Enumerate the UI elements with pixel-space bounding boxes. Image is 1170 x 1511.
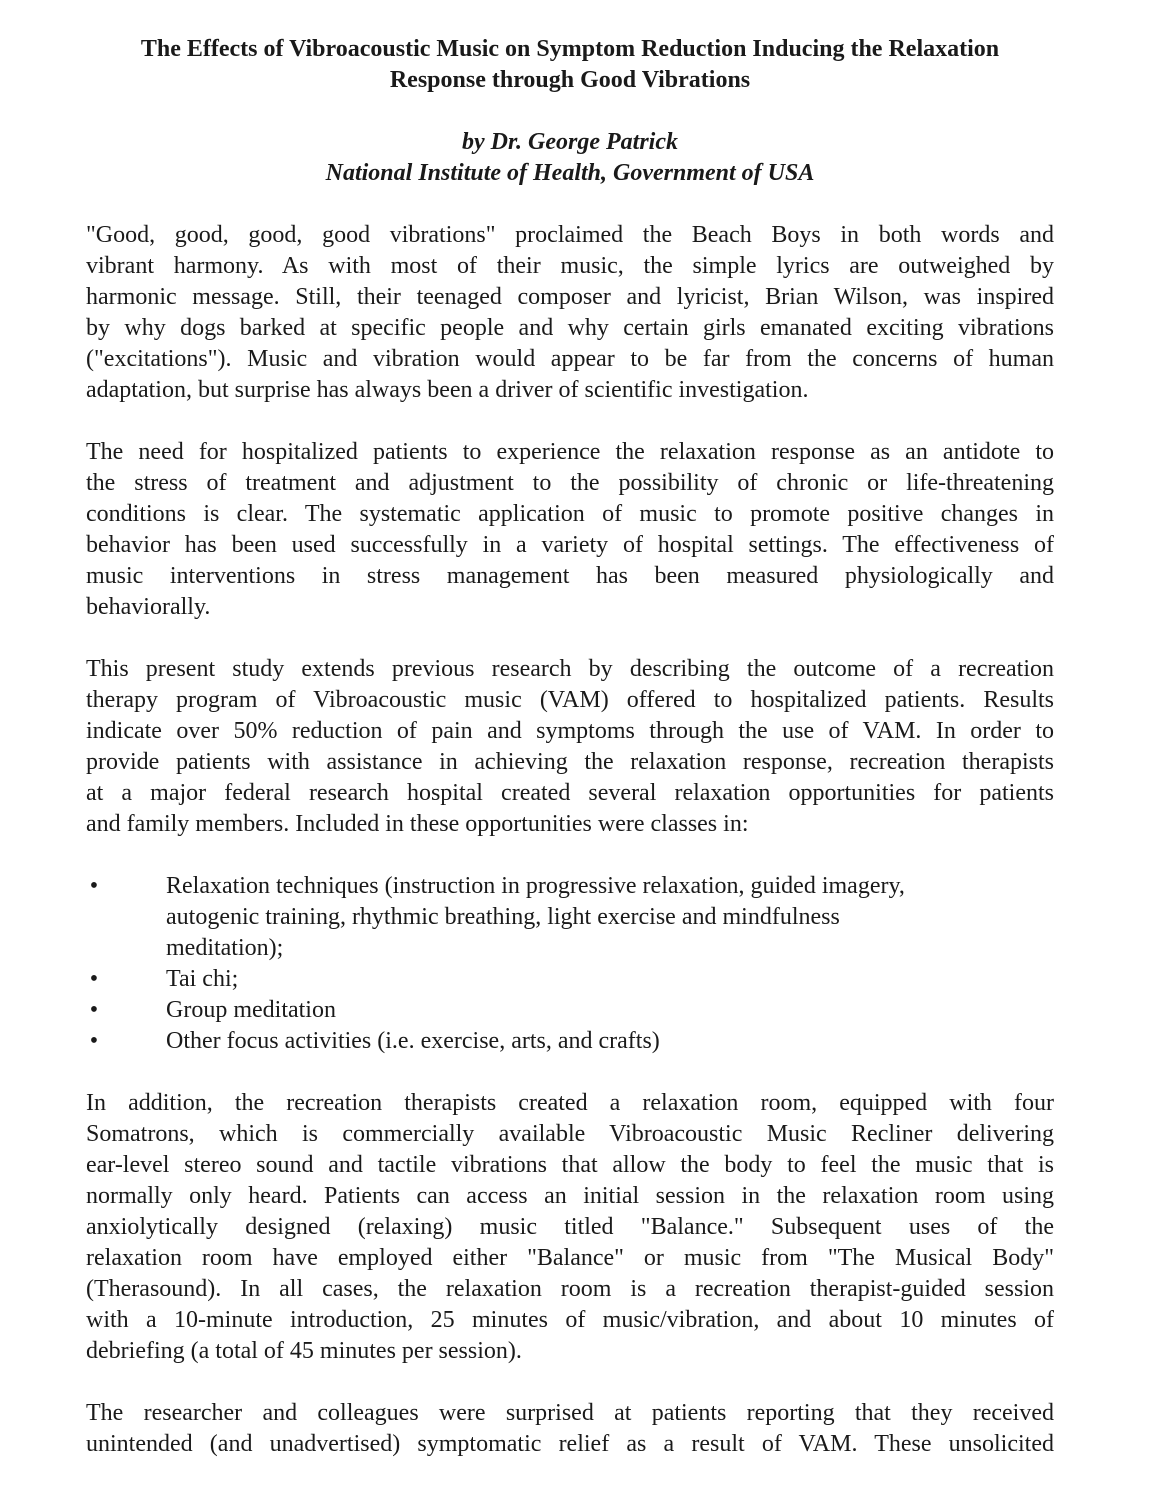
list-item xyxy=(86,1026,1054,1057)
text-line: ("excitations"). Music and vibration would appear to be far from the concerns of human xyxy=(86,346,1054,372)
list-item-line: Other focus activities (i.e. exercise, arts, and crafts) xyxy=(166,1028,660,1054)
byline xyxy=(86,127,1054,189)
text-line: at a major federal research hospital created several relaxation opportunities for patients xyxy=(86,780,1054,806)
bullet-icon: • xyxy=(89,966,99,992)
text-line: "Good, good, good, good vibrations" proclaimed the Beach Boys in both words and xyxy=(86,222,1054,248)
text-line: In addition, the recreation therapists created a relaxation room, equipped with four xyxy=(86,1090,1054,1116)
paper-title xyxy=(86,34,1054,96)
text-line: unintended (and unadvertised) symptomatic relief as a result of VAM. These unsolicited xyxy=(86,1431,1054,1457)
paragraph-need xyxy=(86,437,1054,623)
paragraph-findings xyxy=(86,1398,1054,1460)
text-line: indicate over 50% reduction of pain and symptoms through the use of VAM. In order to xyxy=(86,718,1054,744)
bullet-icon: • xyxy=(89,873,99,899)
text-line: anxiolytically designed (relaxing) music titled "Balance." Subsequent uses of the xyxy=(86,1214,1054,1240)
text-line: behaviorally. xyxy=(86,594,211,620)
text-line: ear-level stereo sound and tactile vibrations that allow the body to feel the music that is xyxy=(86,1152,1054,1178)
text-line: behavior has been used successfully in a variety of hospital settings. The effectiveness of xyxy=(86,532,1054,558)
text-line: provide patients with assistance in achieving the relaxation response, recreation therapists xyxy=(86,749,1054,775)
list-item-line: autogenic training, rhythmic breathing, light exercise and mindfulness xyxy=(166,904,840,930)
paragraph-relaxation-room xyxy=(86,1088,1054,1367)
list-item-line: Group meditation xyxy=(166,997,336,1023)
bullet-icon: • xyxy=(89,1028,99,1054)
text-line: harmonic message. Still, their teenaged composer and lyricist, Brian Wilson, was inspired xyxy=(86,284,1054,310)
list-item xyxy=(86,871,1054,964)
list-item-line: meditation); xyxy=(166,935,284,961)
affiliation: National Institute of Health, Government of USA xyxy=(325,160,815,186)
document-page xyxy=(86,34,1054,1460)
text-line: by why dogs barked at specific people and why certain girls emanated exciting vibrations xyxy=(86,315,1054,341)
text-line: Somatrons, which is commercially available Vibroacoustic Music Recliner delivering xyxy=(86,1121,1054,1147)
text-line: therapy program of Vibroacoustic music (VAM) offered to hospitalized patients. Results xyxy=(86,687,1054,713)
text-line: adaptation, but surprise has always been a driver of scientific investigation. xyxy=(86,377,809,403)
text-line: vibrant harmony. As with most of their music, the simple lyrics are outweighed by xyxy=(86,253,1054,279)
text-line: the stress of treatment and adjustment to the possibility of chronic or life-threatening xyxy=(86,470,1054,496)
text-line: normally only heard. Patients can access an initial session in the relaxation room using xyxy=(86,1183,1054,1209)
text-line: conditions is clear. The systematic application of music to promote positive changes in xyxy=(86,501,1054,527)
list-item xyxy=(86,964,1054,995)
paragraph-intro xyxy=(86,220,1054,406)
paragraph-study xyxy=(86,654,1054,840)
text-line: The researcher and colleagues were surprised at patients reporting that they received xyxy=(86,1400,1054,1426)
author: by Dr. George Patrick xyxy=(462,129,678,155)
text-line: This present study extends previous research by describing the outcome of a recreation xyxy=(86,656,1054,682)
bullet-list xyxy=(86,871,1054,1057)
list-item xyxy=(86,995,1054,1026)
text-line: music interventions in stress management has been measured physiologically and xyxy=(86,563,1054,589)
text-line: with a 10-minute introduction, 25 minutes of music/vibration, and about 10 minutes of xyxy=(86,1307,1054,1333)
text-line: and family members. Included in these opportunities were classes in: xyxy=(86,811,749,837)
list-item-line: Tai chi; xyxy=(166,966,239,992)
text-line: (Therasound). In all cases, the relaxation room is a recreation therapist-guided session xyxy=(86,1276,1054,1302)
list-item-line: Relaxation techniques (instruction in progressive relaxation, guided imagery, xyxy=(166,873,905,899)
text-line: debriefing (a total of 45 minutes per session). xyxy=(86,1338,522,1364)
bullet-icon: • xyxy=(89,997,99,1023)
text-line: The need for hospitalized patients to experience the relaxation response as an antidote to xyxy=(86,439,1054,465)
text-line: relaxation room have employed either "Balance" or music from "The Musical Body" xyxy=(86,1245,1054,1271)
title-line: Response through Good Vibrations xyxy=(389,67,751,93)
title-line: The Effects of Vibroacoustic Music on Symptom Reduction Inducing the Relaxation xyxy=(140,36,1000,62)
